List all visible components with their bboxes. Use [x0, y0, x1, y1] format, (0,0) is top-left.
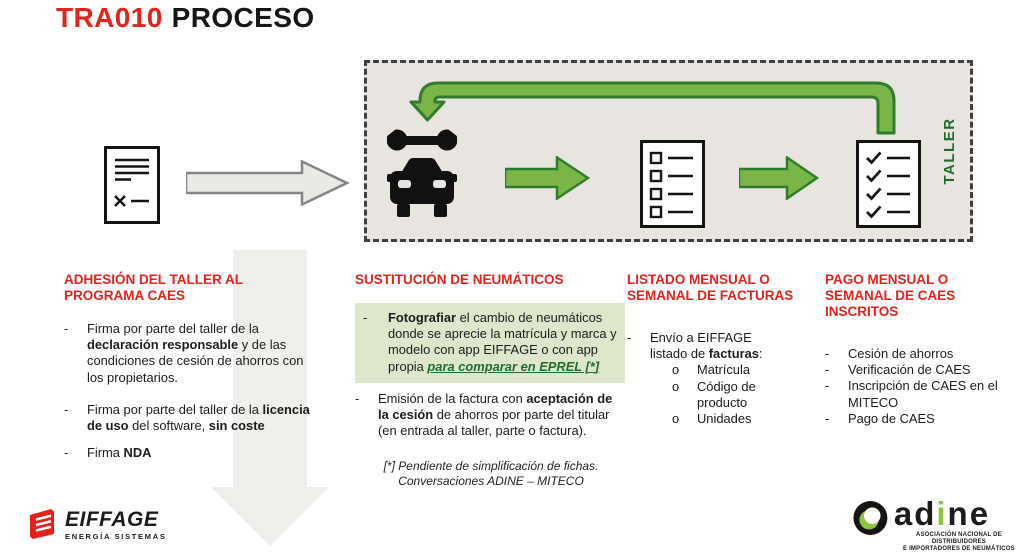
eiffage-tagline: ENERGÍA SISTEMAS	[65, 532, 167, 541]
column-heading: ADHESIÓN DEL TALLER AL PROGRAMA CAES	[64, 272, 243, 303]
eiffage-logo	[27, 508, 167, 541]
column-heading: SUSTITUCIÓN DE NEUMÁTICOS	[355, 272, 564, 287]
text-run-bold: Fotografiar	[388, 310, 457, 325]
sub-bullet-text: Unidades	[697, 411, 752, 427]
sub-bullet-marker: o	[672, 411, 680, 427]
text-run: el cambio de neumáticos donde se aprecie la matrícula y marca y modelo con app EIFFAGE o con app propia	[388, 310, 617, 374]
bullet-item	[825, 362, 1021, 378]
adine-logo-text	[893, 495, 1024, 553]
process-flow-box	[364, 60, 973, 242]
sub-bullet-item	[672, 362, 812, 378]
text-run: Envío a EIFFAGE listado de	[650, 330, 752, 362]
text-run: Firma por parte del taller de la	[87, 401, 263, 417]
column-heading: PAGO MENSUAL O SEMANAL DE CAES INSCRITOS	[825, 272, 956, 319]
bullet-marker: -	[825, 362, 830, 378]
bullet-text	[87, 402, 311, 434]
text-run-bold: sin coste	[208, 418, 265, 434]
car-service-icon	[387, 127, 457, 227]
column-adhesion-taller	[64, 272, 312, 461]
bullet-text: Cesión de ahorros	[848, 346, 954, 361]
title-rest: PROCESO	[171, 2, 315, 33]
adine-name	[893, 495, 1024, 532]
eprel-link-text: para comparar en EPREL [*]	[427, 358, 600, 374]
sub-bullet-item	[672, 379, 812, 411]
intro-flow-arrow-icon	[186, 160, 350, 206]
taller-label: TALLER	[940, 117, 958, 185]
column-heading: LISTADO MENSUAL O SEMANAL DE FACTURAS	[627, 272, 794, 303]
adine-tyre-icon	[853, 499, 888, 537]
bullet-marker: -	[825, 378, 830, 394]
adine-tagline	[894, 532, 1024, 553]
bullet-text	[87, 445, 311, 461]
footnote-line: [*] Pendiente de simplificación de fichas.	[383, 459, 599, 474]
inspection-checklist-icon	[856, 140, 921, 228]
title-code: TRA010	[56, 2, 163, 33]
text-run-green-i: i	[936, 495, 948, 532]
text-run: :	[758, 346, 763, 362]
bullet-text: Inscripción de CAES en el MITECO	[848, 378, 998, 410]
bullet-marker: -	[355, 390, 360, 406]
footnote	[355, 459, 627, 489]
text-run: Emisión de la factura con	[378, 390, 527, 406]
sub-bullet-text: Código de producto	[697, 378, 756, 410]
sub-bullet-marker: o	[672, 362, 680, 378]
bullet-text	[87, 321, 311, 386]
contract-document-icon	[104, 146, 160, 224]
sub-bullet-marker: o	[672, 378, 680, 394]
text-run: ad	[893, 495, 937, 532]
adine-tagline-line: ASOCIACIÓN NACIONAL DE DISTRIBUIDORES	[915, 532, 1002, 545]
text-run: ne	[947, 495, 991, 532]
bullet-item	[825, 378, 1021, 410]
bullet-item	[64, 445, 312, 461]
bullet-item	[627, 330, 812, 362]
text-run-bold: aceptación de la cesión	[378, 390, 613, 423]
bullet-item	[363, 310, 623, 375]
text-run-bold: licencia de uso	[87, 401, 310, 434]
bullet-text: Verificación de CAES	[848, 362, 971, 378]
step-arrow-2-icon	[739, 156, 819, 200]
bullet-marker: -	[627, 330, 632, 345]
sub-bullet-text: Matrícula	[697, 362, 751, 378]
eiffage-logo-text	[65, 508, 167, 541]
invoice-list-icon	[640, 140, 705, 228]
bullet-marker: -	[64, 445, 69, 461]
bullet-item	[64, 402, 312, 434]
bullet-marker: -	[64, 321, 69, 336]
bullet-text	[650, 330, 790, 362]
bullet-item	[825, 411, 1021, 427]
down-arrow-watermark-head	[211, 487, 329, 546]
highlighted-note	[355, 303, 625, 383]
column-listado-facturas	[627, 272, 812, 427]
sub-bullet-item	[672, 411, 812, 427]
bullet-text	[378, 391, 626, 440]
adine-tagline-line: E IMPORTADORES DE NEUMÁTICOS	[903, 546, 1015, 552]
eiffage-logo-icon	[27, 508, 57, 540]
text-run: del software,	[128, 418, 209, 434]
column-pago-caes	[825, 272, 1021, 427]
text-run: Firma	[87, 445, 124, 461]
bullet-item	[355, 391, 627, 440]
text-run-bold: declaración responsable	[87, 337, 239, 353]
bullet-marker: -	[825, 346, 830, 361]
page-title	[56, 2, 315, 34]
bullet-marker: -	[363, 310, 368, 325]
text-run: de ahorros por parte del titular (en entrada al taller, parte o factura).	[378, 407, 610, 439]
step-arrow-1-icon	[505, 156, 590, 200]
bullet-text: Pago de CAES	[848, 410, 935, 426]
bullet-marker: -	[64, 401, 69, 417]
bullet-item	[825, 346, 1021, 362]
eiffage-name: EIFFAGE	[65, 508, 159, 531]
adine-logo	[853, 495, 1024, 553]
bullet-text	[388, 310, 621, 375]
footnote-line: Conversaciones ADINE – MITECO	[398, 474, 584, 489]
bullet-item	[64, 321, 312, 386]
text-run-bold: NDA	[123, 445, 152, 461]
text-run: Firma por parte del taller de la	[87, 321, 259, 336]
text-run: y de las condiciones de cesión de ahorros con los propietarios.	[87, 337, 304, 385]
column-sustitucion-neumaticos	[355, 272, 627, 489]
bullet-marker: -	[825, 410, 830, 426]
text-run-bold: facturas	[708, 346, 759, 362]
